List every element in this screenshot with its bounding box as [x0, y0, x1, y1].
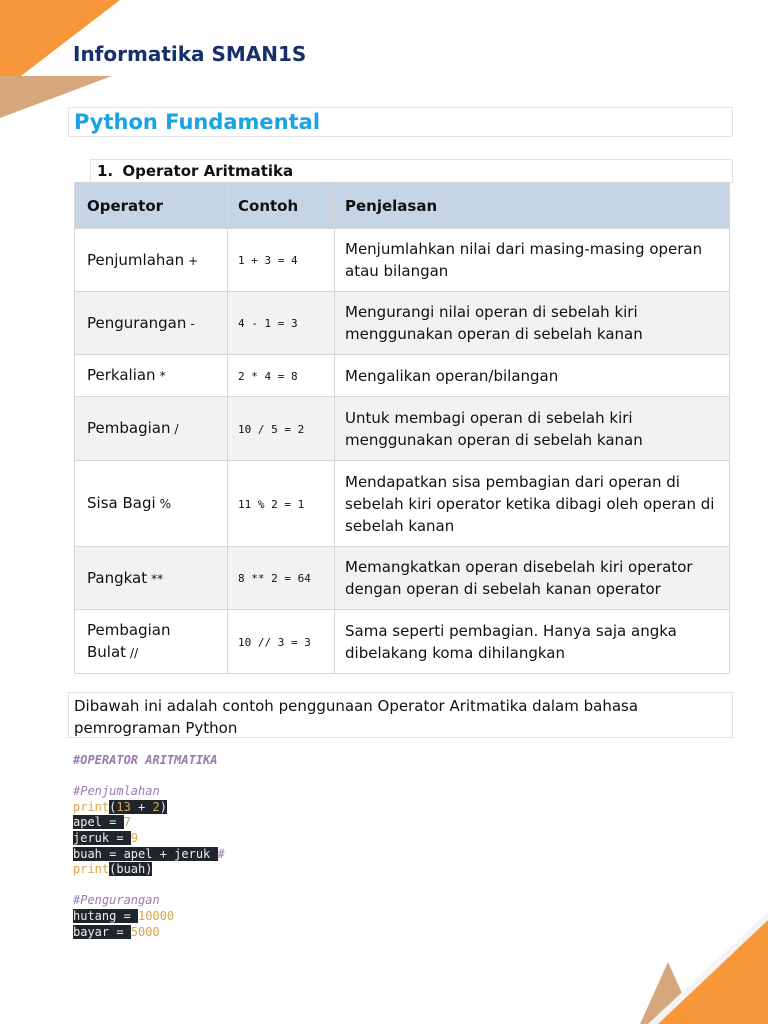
code-paren-open: (: [109, 799, 117, 814]
code-number: 2: [152, 799, 160, 814]
code-heading-comment: #OPERATOR ARITMATIKA: [73, 753, 218, 767]
operator-description: Memangkatkan operan disebelah kiri operator dengan operan di sebelah kanan operator: [345, 558, 693, 598]
operator-symbol: //: [130, 646, 139, 660]
operator-symbol: **: [151, 571, 164, 586]
operator-name: Pengurangan: [87, 313, 187, 332]
code-line: [73, 893, 225, 909]
code-print-fn: print: [73, 799, 110, 814]
operator-symbol: %: [159, 497, 172, 511]
operator-name: Pembagian: [87, 419, 171, 437]
description-cell: [335, 229, 730, 292]
code-assign: apel =: [73, 815, 124, 830]
code-number: 13: [116, 799, 131, 814]
operator-description: Mengurangi nilai operan di sebelah kiri menggunakan operan di sebelah kanan: [345, 303, 643, 343]
table-header-row: [75, 183, 730, 229]
page-title-box: [68, 107, 733, 137]
code-assign: buah = apel + jeruk: [73, 846, 218, 861]
table-row-pembagian-bulat: [75, 610, 730, 674]
code-hash: #: [217, 846, 225, 861]
section-title: Operator Aritmatika: [122, 162, 294, 180]
operator-example: 10 / 5 = 2: [238, 422, 305, 436]
example-cell: [228, 355, 335, 397]
operator-description: Mendapatkan sisa pembagian dari operan di sebelah kiri operator ketika dibagi oleh operan di sebelah kanan: [345, 472, 715, 535]
operator-cell: [75, 461, 228, 547]
table-row-pengurangan: [75, 292, 730, 355]
operator-symbol: /: [174, 422, 179, 436]
operator-name: Sisa Bagi: [87, 494, 156, 512]
code-line: [73, 831, 225, 847]
operator-example: 8 ** 2 = 64: [238, 572, 311, 585]
operator-cell: [75, 397, 228, 461]
code-assign: jeruk =: [73, 830, 131, 845]
example-cell: [228, 292, 335, 355]
operator-example: 11 % 2 = 1: [238, 497, 305, 511]
example-cell: [228, 610, 335, 674]
operator-name: Perkalian: [87, 366, 156, 384]
description-cell: [335, 547, 730, 610]
section-heading: [97, 162, 293, 180]
operator-description: Menjumlahkan nilai dari masing-masing operan atau bilangan: [345, 240, 703, 280]
code-line: [73, 815, 225, 831]
section-heading-box: [90, 159, 733, 183]
example-cell: [228, 547, 335, 610]
description-cell: [335, 461, 730, 547]
code-line-blank: [73, 878, 225, 894]
code-print-fn: print: [73, 862, 110, 877]
table-row-sisa-bagi: [75, 461, 730, 547]
code-line: [73, 847, 225, 863]
header-operator: Operator: [75, 183, 228, 229]
code-line: [73, 800, 225, 816]
code-number: 9: [130, 830, 139, 845]
operator-symbol: -: [190, 316, 195, 331]
operator-description: Sama seperti pembagian. Hanya saja angka dibelakang koma dihilangkan: [345, 621, 677, 662]
code-line: [73, 862, 225, 878]
table-row-pangkat: [75, 547, 730, 610]
operator-cell: [75, 292, 228, 355]
code-number: 5000: [130, 924, 160, 939]
intro-text: Dibawah ini adalah contoh penggunaan Operator Aritmatika dalam bahasa pemrograman Python: [74, 697, 639, 737]
operator-example: 10 // 3 = 3: [238, 635, 311, 649]
example-cell: [228, 397, 335, 461]
code-line: [73, 925, 225, 941]
code-print-args: (buah): [109, 862, 153, 877]
operator-example: 4 - 1 = 3: [238, 317, 298, 330]
header-penjelasan: Penjelasan: [335, 183, 730, 229]
section-number: 1.: [97, 162, 114, 180]
operator-symbol: *: [159, 369, 166, 383]
table-row-penjumlahan: [75, 229, 730, 292]
description-cell: [335, 355, 730, 397]
operator-name: Penjumlahan: [87, 250, 185, 269]
code-line-blank: [73, 769, 225, 785]
operator-cell: [75, 610, 228, 674]
code-assign: bayar =: [73, 924, 131, 939]
operator-name: Pangkat: [87, 568, 148, 587]
example-cell: [228, 461, 335, 547]
bottom-right-corner-decoration: [638, 906, 768, 1024]
code-block: [73, 753, 225, 940]
code-assign: hutang =: [73, 908, 139, 923]
operator-description: Untuk membagi operan di sebelah kiri menggunakan operan di sebelah kanan: [345, 408, 643, 449]
intro-box: [68, 692, 733, 738]
code-operator: +: [130, 799, 153, 814]
code-number: 10000: [138, 908, 175, 923]
description-cell: [335, 292, 730, 355]
operator-symbol: +: [188, 253, 199, 268]
code-number: 7: [123, 815, 131, 830]
description-cell: [335, 397, 730, 461]
code-paren-close: ): [159, 799, 167, 814]
operator-name: Pembagian Bulat: [87, 621, 171, 661]
table-row-pembagian: [75, 397, 730, 461]
operator-cell: [75, 547, 228, 610]
description-cell: [335, 610, 730, 674]
example-cell: [228, 229, 335, 292]
operator-example: 1 + 3 = 4: [238, 254, 298, 267]
operator-cell: [75, 229, 228, 292]
code-comment-penjumlahan: #Penjumlahan: [73, 784, 160, 799]
header-title: Informatika SMAN1S: [73, 42, 307, 66]
operator-example: 2 * 4 = 8: [238, 369, 298, 383]
code-line: [73, 909, 225, 925]
code-line: [73, 784, 225, 800]
operator-cell: [75, 355, 228, 397]
page-title: Python Fundamental: [74, 110, 321, 134]
operator-table: [74, 182, 730, 674]
code-line: [73, 753, 225, 769]
code-comment-pengurangan: #Pengurangan: [73, 893, 160, 908]
operator-description: Mengalikan operan/bilangan: [345, 366, 559, 385]
table-row-perkalian: [75, 355, 730, 397]
header-contoh: Contoh: [228, 183, 335, 229]
